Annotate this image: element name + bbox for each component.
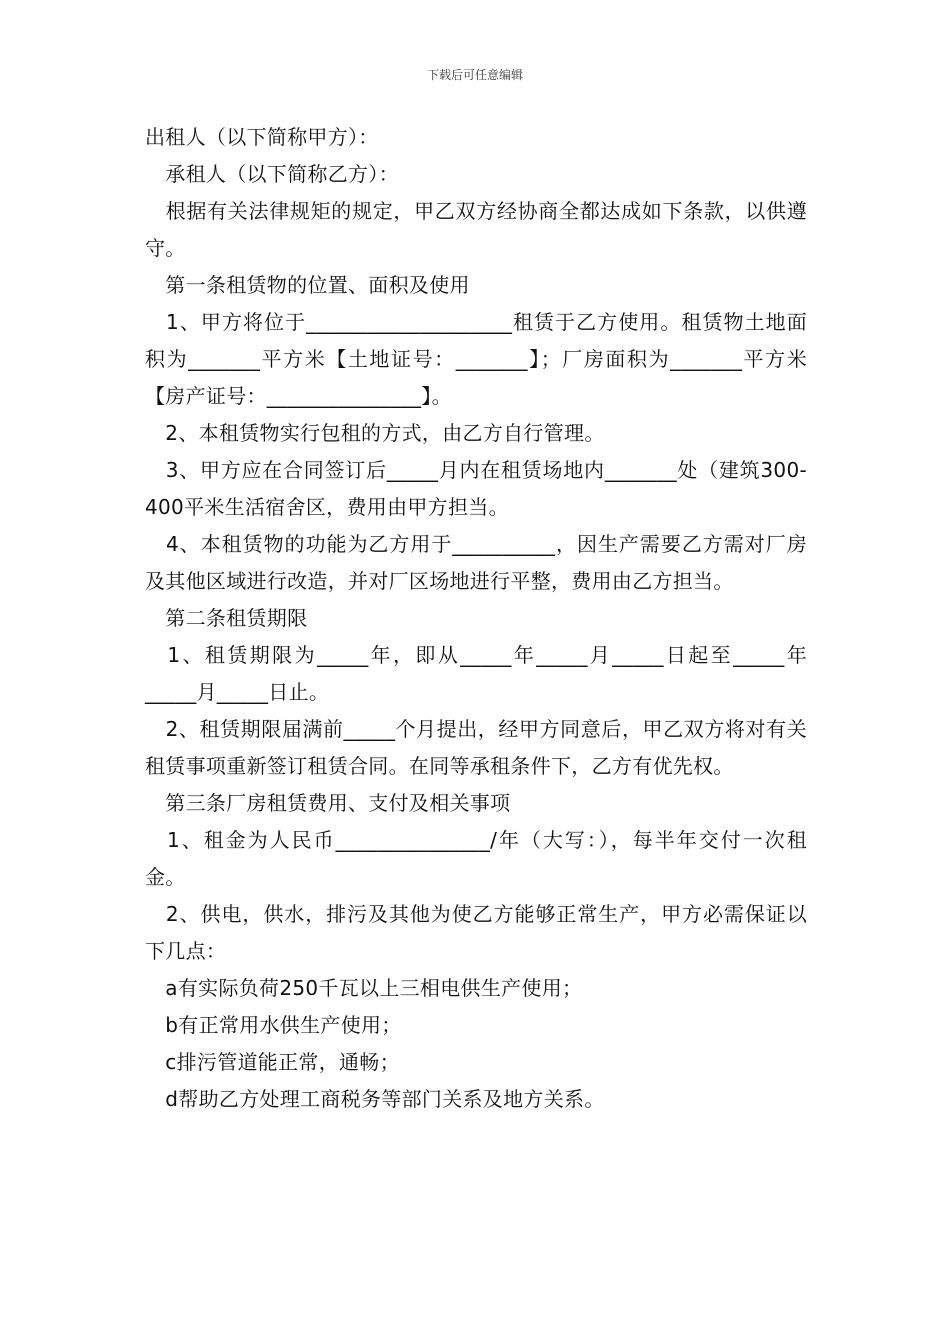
- list-item-d: d帮助乙方处理工商税务等部门关系及地方关系。: [145, 1087, 605, 1111]
- article-3-clause-1: 1、租金为人民币_______________/年（大写：），每半年交付一次租金。: [145, 828, 807, 889]
- article-2-clause-1: 1、租赁期限为_____年，即从_____年_____月_____日起至_____年_____月_____日止。: [145, 643, 807, 704]
- lessee-line: 承租人（以下简称乙方）：: [145, 162, 399, 186]
- list-item-c: c排污管道能正常，通畅；: [145, 1050, 400, 1074]
- preamble: 根据有关法律规矩的规定，甲乙双方经协商全都达成如下条款，以供遵守。: [145, 199, 807, 260]
- article-1-clause-1: 1、甲方将位于____________________租赁于乙方使用。租赁物土地面积为_______平方米【土地证号：_______】；厂房面积为_______平方米【房产证号：_______________】。: [145, 310, 807, 408]
- lessor-line: 出租人（以下简称甲方）：: [145, 125, 379, 149]
- page-header: 下载后可任意编辑: [426, 68, 523, 82]
- article-2-heading: 第二条租赁期限: [145, 606, 308, 630]
- article-2-clause-2: 2、租赁期限届满前_____个月提出，经甲方同意后，甲乙双方将对有关租赁事项重新签订租赁合同。在同等承租条件下，乙方有优先权。: [145, 717, 807, 778]
- list-item-b: b有正常用水供生产使用；: [145, 1013, 402, 1037]
- list-item-a: a有实际负荷250千瓦以上三相电供生产使用；: [145, 976, 583, 1000]
- article-3-heading: 第三条厂房租赁费用、支付及相关事项: [145, 791, 511, 815]
- article-1-heading: 第一条租赁物的位置、面积及使用: [145, 273, 470, 297]
- article-1-clause-2: 2、本租赁物实行包租的方式，由乙方自行管理。: [145, 421, 605, 445]
- article-1-clause-3: 3、甲方应在合同签订后_____月内在租赁场地内_______处（建筑300-400平米生活宿舍区，费用由甲方担当。: [145, 458, 807, 519]
- article-3-clause-2: 2、供电，供水，排污及其他为使乙方能够正常生产，甲方必需保证以下几点：: [145, 902, 807, 963]
- contract-body: [145, 119, 807, 1118]
- article-1-clause-4: 4、本租赁物的功能为乙方用于__________，因生产需要乙方需对厂房及其他区域进行改造，并对厂区场地进行平整，费用由乙方担当。: [145, 532, 807, 593]
